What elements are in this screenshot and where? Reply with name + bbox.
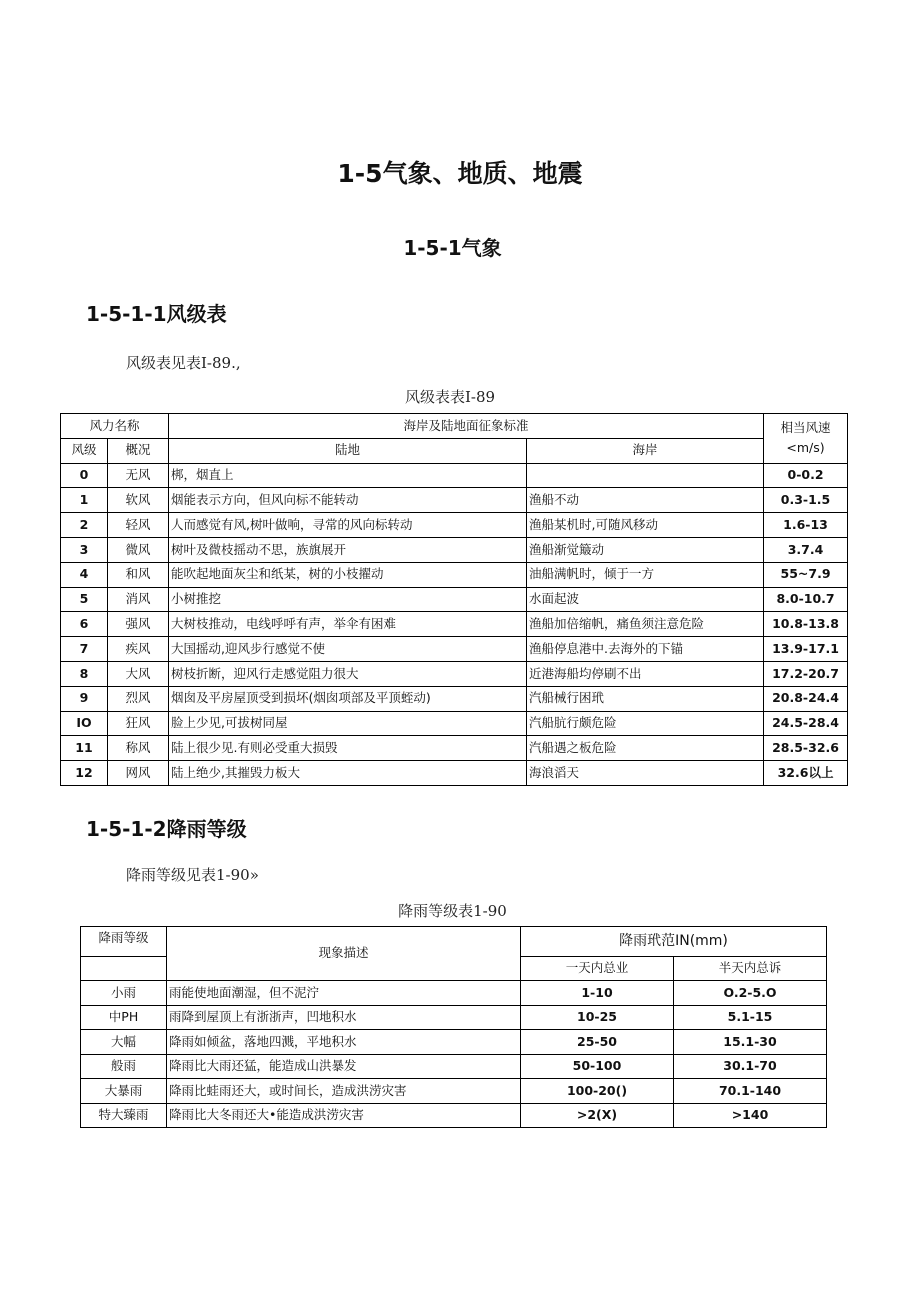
wind-level-cell: 0 [61,463,108,488]
wind-speed-cell: 32.6以上 [764,761,848,786]
rain-half-cell: 15.1-30 [674,1030,827,1055]
wind-land-cell: 大树枝推动，电线呼呼有声，举伞有困难 [169,612,527,637]
wind-land-cell: 梆，烟直上 [169,463,527,488]
wind-speed-cell: 17.2-20.7 [764,661,848,686]
wind-name-cell: 称风 [108,736,169,761]
wind-land-cell: 人而感觉有风,树叶做响，寻常的风向标转动 [169,513,527,538]
rain-grade-cell: 般雨 [81,1054,167,1079]
wind-name-cell: 网风 [108,761,169,786]
wind-speed-cell: 1.6-13 [764,513,848,538]
rain-half-cell: >140 [674,1103,827,1128]
wind-name-cell: 大风 [108,661,169,686]
header-coast: 海岸 [527,438,764,463]
rain-desc-cell: 降雨如倾盆，落地四溅，平地积水 [167,1030,521,1055]
header-speed [764,414,848,464]
header-grade-blank [81,956,167,981]
wind-land-cell: 大国摇动,迎风步行感觉不使 [169,637,527,662]
table-row [81,1005,827,1030]
rain-half-cell: O.2-5.O [674,981,827,1006]
wind-level-cell: 6 [61,612,108,637]
rain-desc-cell: 雨降到屋顶上有浙浙声，凹地积水 [167,1005,521,1030]
header-desc: 现象描述 [167,927,521,981]
rain-day-cell: 25-50 [521,1030,674,1055]
wind-level-cell: 11 [61,736,108,761]
rain-day-cell: >2(X) [521,1103,674,1128]
wind-level-cell: 7 [61,637,108,662]
header-level: 风级 [61,438,108,463]
wind-name-cell: 无风 [108,463,169,488]
wind-speed-cell: 24.5-28.4 [764,711,848,736]
section-heading: 1-5-1气象 [403,236,502,260]
header-day: 一天内总业 [521,956,674,981]
wind-intro-text: 风级表见表I-89., [126,354,241,372]
table-row [61,736,848,761]
wind-land-cell: 树枝折断，迎风行走感觉阻力很大 [169,661,527,686]
wind-coast-cell: 汽船遇之板危险 [527,736,764,761]
wind-scale-table [60,413,848,786]
wind-name-cell: 狂风 [108,711,169,736]
wind-name-cell: 消风 [108,587,169,612]
header-speed-line1: 相当风速 [780,420,831,436]
wind-name-cell: 软风 [108,488,169,513]
wind-coast-cell: 水面起波 [527,587,764,612]
header-amount: 降雨玳范IN(mm) [521,927,827,957]
wind-land-cell: 脸上少见,可拔树同屋 [169,711,527,736]
table-row [61,562,848,587]
rain-grade-cell: 大暴雨 [81,1079,167,1104]
wind-speed-cell: 0.3-1.5 [764,488,848,513]
wind-name-cell: 轻风 [108,513,169,538]
wind-speed-cell: 28.5-32.6 [764,736,848,761]
page-title: 1-5气象、地质、地震 [337,159,583,188]
rain-table-caption: 降雨等级表1-90 [398,902,507,920]
header-overview: 概况 [108,438,169,463]
wind-name-cell: 微风 [108,537,169,562]
wind-speed-cell: 20.8-24.4 [764,686,848,711]
rain-half-cell: 5.1-15 [674,1005,827,1030]
wind-land-cell: 烟能表示方向，但风向标不能转动 [169,488,527,513]
table-row [61,761,848,786]
rain-desc-cell: 雨能使地面潮湿，但不泥泞 [167,981,521,1006]
wind-table-caption: 风级表表I-89 [404,388,496,406]
rain-day-cell: 10-25 [521,1005,674,1030]
wind-speed-cell: 3.7.4 [764,537,848,562]
table-row [61,513,848,538]
rain-day-cell: 1-10 [521,981,674,1006]
rain-desc-cell: 降雨比大雨还猛，能造成山洪暴发 [167,1054,521,1079]
header-half: 半天内总诉 [674,956,827,981]
wind-speed-cell: 55~7.9 [764,562,848,587]
rainfall-grade-table [80,926,827,1128]
wind-name-cell: 和风 [108,562,169,587]
table-row [81,981,827,1006]
table-row [61,537,848,562]
rain-day-cell: 50-100 [521,1054,674,1079]
header-land: 陆地 [169,438,527,463]
rain-grade-cell: 中PH [81,1005,167,1030]
header-speed-line2: <m∕s) [786,440,825,456]
wind-coast-cell: 海浪滔天 [527,761,764,786]
wind-coast-cell: 油船满帆时，倾于一方 [527,562,764,587]
wind-level-cell: IO [61,711,108,736]
wind-coast-cell: 渔船加倍缩帆，痛鱼须注意危险 [527,612,764,637]
wind-land-cell: 能吹起地面灰尘和纸某，树的小枝擢动 [169,562,527,587]
wind-coast-cell: 近港海船均停刷不出 [527,661,764,686]
wind-name-cell: 强风 [108,612,169,637]
rain-grade-cell: 特大臻雨 [81,1103,167,1128]
wind-speed-cell: 13.9-17.1 [764,637,848,662]
wind-speed-cell: 8.0-10.7 [764,587,848,612]
table-row [61,488,848,513]
wind-level-cell: 9 [61,686,108,711]
wind-land-cell: 陆上很少见.有则必受重大损毁 [169,736,527,761]
rain-desc-cell: 降雨比大冬雨还大•能造成洪涝灾害 [167,1103,521,1128]
rain-intro-text: 降雨等级见表1-90» [126,866,259,884]
wind-name-cell: 疾风 [108,637,169,662]
subsection-heading-wind: 1-5-1-1风级表 [86,302,227,326]
table-row [61,637,848,662]
rain-desc-cell: 降雨比蛙雨还大，或时间长，造成洪涝灾害 [167,1079,521,1104]
wind-level-cell: 4 [61,562,108,587]
wind-coast-cell: 渔船停息港中.去海外的下锚 [527,637,764,662]
header-standard: 海岸及陆地面征象标准 [169,414,764,439]
table-row [61,686,848,711]
table-row [81,1030,827,1055]
wind-coast-cell [527,463,764,488]
table-row [61,612,848,637]
wind-coast-cell: 渔船某机时,可随风移动 [527,513,764,538]
wind-coast-cell: 渔船不动 [527,488,764,513]
wind-land-cell: 陆上绝少,其摧毁力板大 [169,761,527,786]
table-row [61,661,848,686]
wind-land-cell: 小树推挖 [169,587,527,612]
table-row [81,1103,827,1128]
wind-level-cell: 1 [61,488,108,513]
table-row [61,711,848,736]
wind-speed-cell: 0-0.2 [764,463,848,488]
wind-level-cell: 2 [61,513,108,538]
rain-grade-cell: 大幅 [81,1030,167,1055]
wind-land-cell: 树叶及微枝摇动不思，族旗展开 [169,537,527,562]
subsection-heading-rain: 1-5-1-2降雨等级 [86,817,247,841]
wind-level-cell: 12 [61,761,108,786]
rain-day-cell: 100-20() [521,1079,674,1104]
rain-grade-cell: 小雨 [81,981,167,1006]
header-grade: 降雨等级 [81,927,167,957]
table-row [81,1054,827,1079]
wind-land-cell: 烟囱及平房屋顶受到损坏(烟囱项部及平顶蛭动) [169,686,527,711]
wind-level-cell: 3 [61,537,108,562]
rain-half-cell: 70.1-140 [674,1079,827,1104]
wind-name-cell: 烈风 [108,686,169,711]
wind-level-cell: 8 [61,661,108,686]
table-row [81,1079,827,1104]
header-force-name: 风力名称 [61,414,169,439]
wind-coast-cell: 汽船械行困玳 [527,686,764,711]
wind-coast-cell: 汽船肮行颇危险 [527,711,764,736]
table-row [61,463,848,488]
rain-half-cell: 30.1-70 [674,1054,827,1079]
table-row [61,587,848,612]
wind-coast-cell: 渔船渐觉簸动 [527,537,764,562]
wind-level-cell: 5 [61,587,108,612]
wind-speed-cell: 10.8-13.8 [764,612,848,637]
